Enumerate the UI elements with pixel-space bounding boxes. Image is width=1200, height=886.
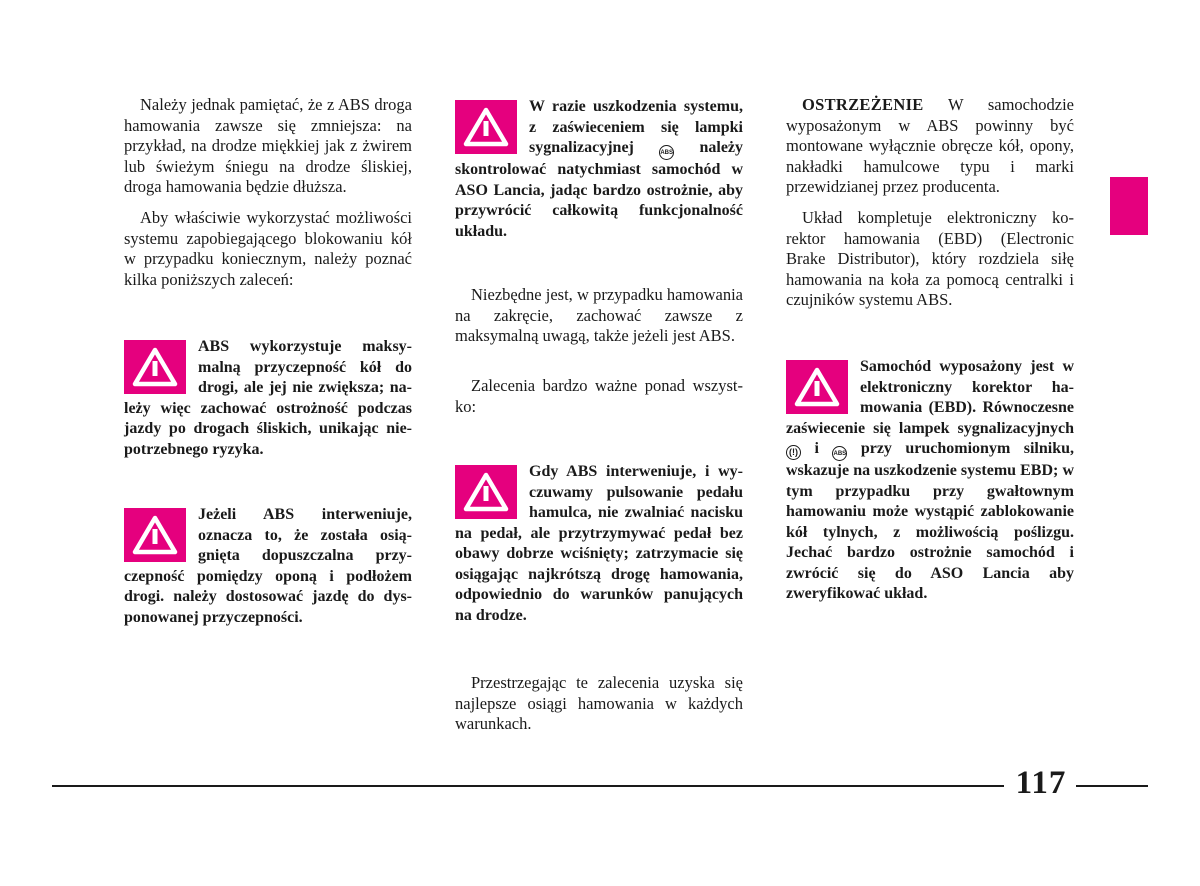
abs-warning-light-icon: ABS — [659, 145, 674, 160]
paragraph-cornering: Niezbędne jest, w przypadku hamowania na zakręcie, zachować zawsze z maksymalną uwagą, także jeżeli jest ABS. — [455, 285, 743, 345]
warning-box-system-failure — [455, 97, 743, 242]
paragraph-important-advice: Zalecenia bardzo ważne ponad wszystko: — [455, 376, 743, 416]
footer-rule-left — [52, 785, 1004, 787]
warning-text-part: przy uruchomionym silniku, wskazuje na uszkodzenie systemu EBD; w tym przypadku przy gwałtownym hamowaniu może wystąpić zablokowanie kół tylnych, z możliwością poślizgu. Jechać bardzo ostrożnie samochód i zwrócić się do ASO Lancia aby zweryfikować układ. — [786, 440, 1074, 602]
warning-label: OSTRZEŻENIE — [802, 95, 924, 114]
warning-text: ABS wykorzystuje maksymalną przyczepność kół do drogi, ale jej nie zwiększa; należy więc zachować ostrożność podczas jazdy po drogach śliskich, unikając niepotrzebnego ryzyka. — [124, 338, 412, 458]
paragraph-best-performance: Przestrzegając te zalecenia uzyska się najlepsze osiągi hamowania w każdych warunkach. — [455, 673, 743, 733]
paragraph-abs-braking-distance: Należy jednak pamiętać, że z ABS droga hamowania zawsze się zmniejsza: na przykład, na drodze miękkiej jak z żwirem lub świeżym śniegu na drodze śliskiej, droga hamowania będzie dłuższa. — [124, 95, 412, 196]
warning-box-ebd-failure — [786, 357, 1074, 605]
warning-triangle-icon — [786, 360, 848, 414]
paragraph-ebd: Układ kompletuje elektroniczny korektor hamowania (EBD) (Electronic Brake Distributor), który rozdziela siłę hamowania na koła za pomocą centralki i czujników systemu ABS. — [786, 208, 1074, 309]
paragraph-system-usage: Aby właściwie wykorzystać możliwości systemu zapobiegającego blokowaniu kół w przypadku koniecznym, należy poznać kilka poniższych zaleceń: — [124, 208, 412, 289]
warning-text: Gdy ABS interweniuje, i wyczuwamy pulsowanie pedału hamulca, nie zwalniać nacisku na pedał, ale przytrzymywać pedał bez obawy dobrze wciśnięty; zatrzymacie się osiągając najkrótszą drogę hamowania, odpowiednio do warunków panujących na drodze. — [455, 463, 743, 624]
warning-triangle-icon — [124, 508, 186, 562]
paragraph-text: W samochodzie wyposażonym w ABS powinny być montowane wyłącznie obręcze kół, opony, nakładki hamulcowe typu i marki przewidzianej przez producenta. — [786, 95, 1074, 196]
warning-text-part: Samochód wyposażony jest w elektroniczny korektor hamowania (EBD). Równoczesne zaświecenie się lampek sygnalizacyjnych — [786, 358, 1074, 437]
warning-box-abs-grip — [124, 337, 412, 460]
warning-text: Jeżeli ABS interweniuje, oznacza to, że została osiągnięta dopuszczalna przyczepność pomiędzy oponą i podłożem drogi. należy dostosować jazdę do dysponowanej przyczepności. — [124, 506, 412, 626]
warning-text-part: i — [801, 440, 833, 457]
section-tab-marker — [1110, 177, 1148, 235]
abs-warning-light-icon: ABS — [832, 446, 847, 461]
footer-rule-right — [1076, 785, 1148, 787]
paragraph-warning-wheels — [786, 95, 1074, 198]
warning-box-abs-intervention — [124, 505, 412, 628]
warning-triangle-icon — [455, 100, 517, 154]
warning-text-part: W razie uszkodzenia systemu, z zaświeceniem się lampki sygnalizacyjnej — [529, 98, 743, 156]
brake-warning-light-icon: (!) — [786, 445, 801, 460]
warning-box-pedal-pulsing — [455, 462, 743, 626]
page-number: 117 — [1015, 765, 1067, 801]
warning-text-part: należy skontrolować natychmiast samochód w ASO Lancia, jadąc bardzo ostrożnie, aby przywrócić całkowitą funkcjonalność układu. — [455, 139, 744, 240]
warning-triangle-icon — [455, 465, 517, 519]
warning-triangle-icon — [124, 340, 186, 394]
